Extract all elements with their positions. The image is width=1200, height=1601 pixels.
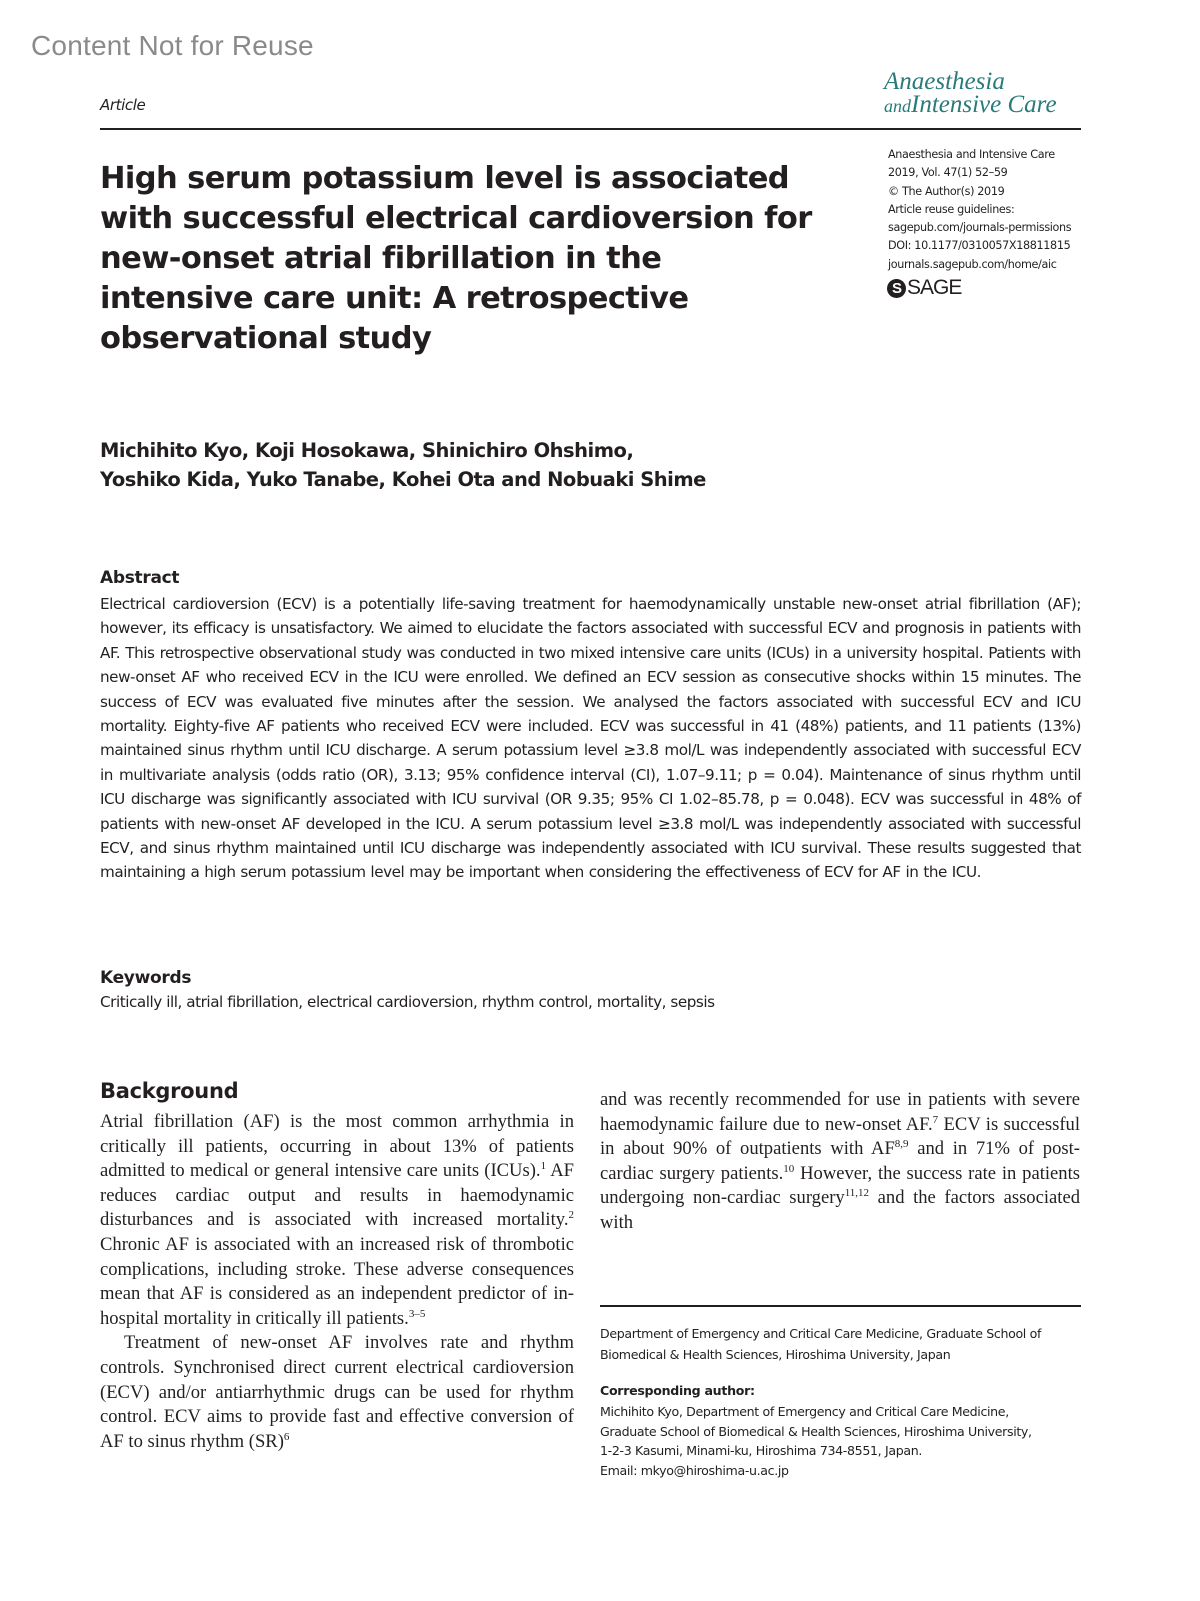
body-paragraph: Treatment of new-onset AF involves rate and rhythm controls. Synchronised direct current electrical cardioversion (ECV) and/or antiarrhythmic drugs can be used for rhythm control. ECV aims to provide fast and effective conversion of AF to sinus rhythm (SR)$^6$ [100,1332,574,1452]
sage-logo [887,276,961,300]
abstract-heading: Abstract [100,568,180,588]
keywords-text: Critically ill, atrial fibrillation, electrical cardioversion, rhythm control, mortality, sepsis [100,993,715,1011]
journal-meta [888,146,1071,274]
corresponding-line: Graduate School of Biomedical & Health Sciences, Hiroshima University, [600,1423,1032,1439]
watermark-text: Content Not for Reuse [31,30,314,61]
meta-journal-name: Anaesthesia and Intensive Care [888,148,1055,161]
meta-permissions-link[interactable]: sagepub.com/journals-permissions [888,221,1072,235]
citation-ref[interactable]: 3–5 [408,1307,426,1320]
citation-ref[interactable]: 10 [783,1162,795,1175]
citation-ref[interactable]: 11,12 [844,1187,870,1200]
meta-journal-link[interactable]: journals.sagepub.com/home/aic [888,257,1057,271]
citation-ref[interactable]: 6 [283,1430,290,1443]
journal-logo-line2-text: Intensive Care [911,91,1057,118]
corresponding-line: Michihito Kyo, Department of Emergency and Critical Care Medicine, [600,1404,1009,1419]
journal-logo-line2 [884,93,1057,118]
corresponding-line: 1-2-3 Kasumi, Minami-ku, Hiroshima 734-8551, Japan. [600,1443,922,1458]
citation-ref[interactable]: 2 [568,1209,574,1222]
corresponding-email[interactable]: Email: mkyo@hiroshima-u.ac.jp [600,1462,789,1478]
body-paragraph: Atrial fibrillation (AF) is the most common arrhythmia in critically ill patients, occurring in about 13% of patients admitted to medical or general intensive care units (ICUs).$^1$ AF reduces cardiac output and results in haemodynamic disturbances and is associated with increased mortality.$^2$ Chronic AF is associated with an increased risk of thrombotic complications, including stroke. These adverse consequences mean that AF is considered as an independent predictor of in-hospital mortality in critically ill patients.$^{3-5}$ [100,1111,574,1329]
article-type-label: Article [100,96,146,114]
corresponding-author-details [600,1402,1081,1480]
meta-doi[interactable]: DOI: 10.1177/0310057X18811815 [888,239,1071,253]
background-heading: Background [100,1079,239,1103]
citation-ref[interactable]: 8,9 [894,1138,909,1151]
meta-volume: 2019, Vol. 47(1) 52–59 [888,166,1008,180]
citation-ref[interactable]: 7 [932,1113,939,1126]
sage-logo-text: SAGE [907,276,962,299]
abstract-text: Electrical cardioversion (ECV) is a potentially life-saving treatment for haemodynamically unstable new-onset atrial fibrillation (AF); however, its efficacy is unsatisfactory. We aimed to elucidate the factors associated with successful ECV and prognosis in patients with AF. This retrospective observational study was conducted in two mixed intensive care units (ICUs) in a university hospital. Patients with new-onset AF who received ECV in the ICU were enrolled. We defined an ECV session as consecutive shocks within 15 minutes. The success of ECV was evaluated five minutes after the session. We analysed the factors associated with successful ECV and ICU mortality. Eighty-five AF patients who received ECV were included. ECV was successful in 41 (48%) patients, and 11 patients (13%) maintained sinus rhythm until ICU discharge. A serum potassium level ≥3.8 mol/L was independently associated with successful ECV in multivariate analysis (odds ratio (OR), 3.13; 95% confidence interval (CI), 1.07–9.11; p = 0.04). Maintenance of sinus rhythm until ICU discharge was significantly associated with ICU survival (OR 9.35; 95% CI 1.02–85.78, p = 0.048). ECV was successful in 48% of patients with new-onset AF developed in the ICU. A serum potassium level ≥3.8 mol/L was independently associated with successful ECV, and sinus rhythm maintained until ICU discharge was independently associated with ICU survival. These results suggested that maintaining a high serum potassium level may be important when considering the effectiveness of ECV for AF in the ICU. [100,595,1081,882]
article-title: High serum potassium level is associated with successful electrical cardioversion for new-onset atrial fibrillation in the intensive care unit: A retrospective observational study [100,161,812,356]
body-paragraph: and was recently recommended for use in patients with severe haemodynamic failure due to new-onset AF.$^7$ ECV is successful in about 90% of outpatients with AF$^{8,9}$ and in 71% of post-cardiac surgery patients.$^{10}$ However, the success rate in patients undergoing non-cardiac surgery$^{11,12}$ and the factors associated with [600,1089,1080,1233]
meta-copyright: © The Author(s) 2019 [888,184,1005,198]
footnote-divider [600,1305,1081,1307]
author-line: Yoshiko Kida, Yuko Tanabe, Kohei Ota and Nobuaki Shime [100,468,706,491]
journal-logo-and: and [884,96,911,116]
meta-reuse-label: Article reuse guidelines: [888,202,1015,216]
body-column-left [100,1110,574,1454]
keywords-heading: Keywords [100,968,192,988]
citation-ref[interactable]: 1 [540,1160,547,1173]
sage-s-icon: S [887,279,906,298]
journal-logo [884,70,1057,118]
body-column-right [600,1088,1080,1236]
author-list [100,436,860,494]
journal-logo-line1: Anaesthesia [884,68,1005,95]
corresponding-author-heading: Corresponding author: [600,1383,755,1398]
author-line: Michihito Kyo, Koji Hosokawa, Shinichiro Ohshimo, [100,439,634,462]
header-divider [100,128,1081,130]
affiliation-note: Department of Emergency and Critical Care Medicine, Graduate School of Biomedical & Health Sciences, Hiroshima University, Japan [600,1326,1042,1362]
